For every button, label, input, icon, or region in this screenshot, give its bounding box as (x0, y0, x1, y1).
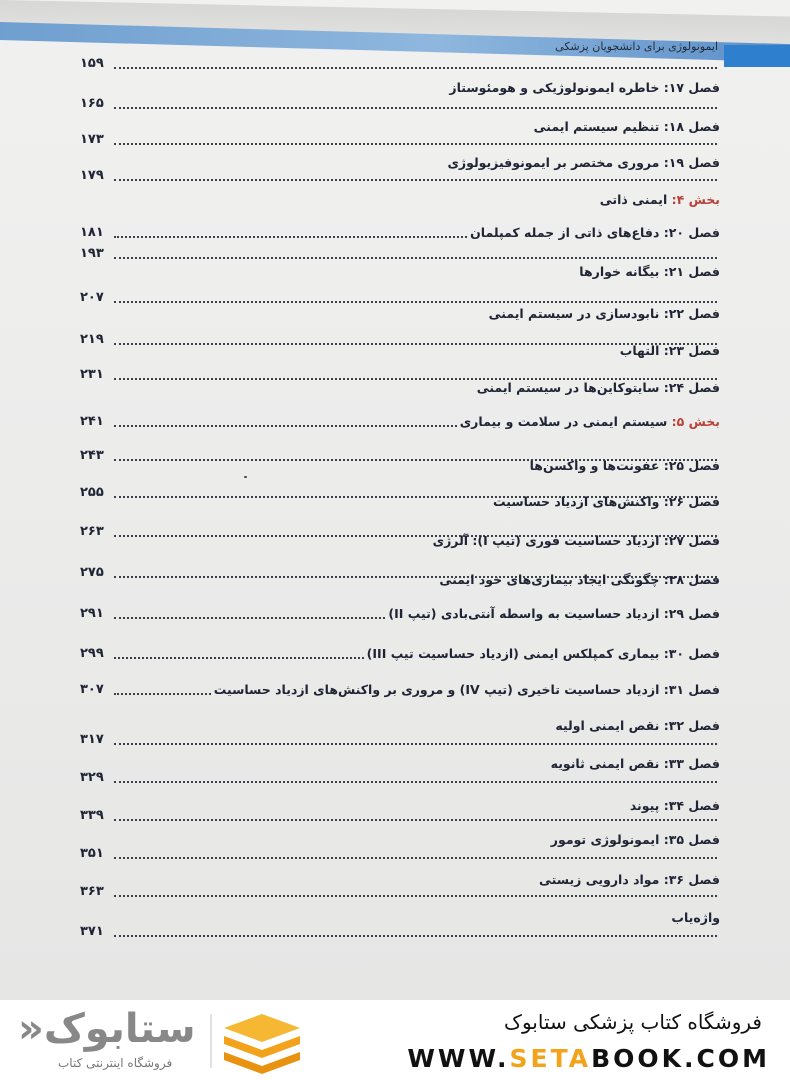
toc-page-number: ۱۶۵ (80, 95, 104, 111)
toc-page-number: ۱۵۹ (80, 55, 104, 71)
toc-page-number: ۲۴۳ (80, 447, 104, 463)
toc-entry[interactable] (80, 456, 720, 474)
url-prefix: WWW. (407, 1044, 510, 1073)
toc-page-number: ۳۷۱ (80, 923, 104, 939)
toc-leader-dots (114, 857, 717, 859)
toc-title-text: فصل ۳۴: پیوند (629, 797, 720, 813)
book-stack-logo-icon (222, 1012, 302, 1074)
toc-page-number: ۳۵۱ (80, 845, 104, 861)
toc-entry-title (439, 572, 720, 587)
toc-title-text: فصل ۲۷: ازدیاد حساسیت فوری (تیپ I): آلرژی (432, 532, 720, 548)
toc-page-number: ۲۰۷ (80, 289, 104, 305)
toc-page-number: ۳۶۳ (80, 883, 104, 899)
running-header-title: ایمونولوژی برای دانشجویان پزشکی (555, 40, 718, 53)
toc-title-text: فصل ۳۲: نقص ایمنی اولیه (555, 717, 720, 733)
toc-title-text: فصل ۲۶: واکنش‌های ازدیاد حساسیت (493, 493, 720, 509)
toc-leader-dots (114, 257, 717, 259)
toc-entry-title (214, 682, 720, 697)
toc-title-text: فصل ۲۲: نابودسازی در سیستم ایمنی (488, 305, 720, 321)
toc-title-text: فصل ۲۵: عفونت‌ها و واکسن‌ها (529, 457, 720, 473)
toc-entry[interactable] (80, 244, 720, 262)
toc-entry[interactable] (80, 806, 720, 824)
toc-entry[interactable] (80, 304, 720, 322)
toc-page-number: ۳۱۷ (80, 731, 104, 747)
toc-title-text: فصل ۲۱: بیگانه خوارها (579, 263, 720, 279)
paper-speck (244, 476, 247, 478)
toc-entry[interactable] (80, 341, 720, 359)
toc-page-number: ۱۷۹ (80, 167, 104, 183)
toc-title-text: فصل ۳۵: ایمونولوژی تومور (550, 831, 720, 847)
toc-title-text: فصل ۳۳: نقص ایمنی ثانویه (550, 755, 720, 771)
toc-title-text: سیستم ایمنی در سلامت و بیماری (459, 413, 668, 429)
toc-page-number: ۲۹۹ (80, 645, 104, 661)
toc-entry[interactable] (80, 680, 720, 698)
toc-entry-title (579, 264, 720, 279)
toc-page-number: ۲۶۳ (80, 523, 104, 539)
url-suffix: BOOK.COM (591, 1044, 770, 1073)
toc-page-number: ۳۲۹ (80, 769, 104, 785)
toc-entry-title (460, 414, 720, 429)
toc-leader-dots (114, 301, 717, 303)
toc-entry[interactable] (80, 570, 720, 588)
toc-title-text: فصل ۲۳: التهاب (619, 342, 720, 358)
toc-part-label: بخش ۵: (667, 413, 720, 429)
logo-divider (210, 1014, 212, 1068)
toc-entry[interactable] (80, 531, 720, 549)
toc-entry[interactable] (80, 130, 720, 148)
toc-leader-dots (114, 743, 717, 745)
url-accent: SETA (509, 1044, 592, 1073)
toc-entry-title (489, 306, 720, 321)
toc-entry[interactable] (80, 844, 720, 862)
toc-title-text: فصل ۳۶: مواد دارویی زیستی (539, 871, 720, 887)
toc-leader-dots (114, 895, 717, 897)
toc-page-number: ۱۷۳ (80, 131, 104, 147)
toc-leader-dots (114, 425, 457, 427)
toc-page-number: ۲۵۵ (80, 484, 104, 500)
store-logo-subtitle: فروشگاه اینترنتی کتاب (58, 1056, 173, 1070)
toc-page-number: ۲۴۱ (80, 413, 104, 429)
toc-entry[interactable] (80, 412, 720, 430)
toc-entry[interactable] (80, 262, 720, 280)
toc-entry[interactable] (80, 644, 720, 662)
toc-page-number: ۱۸۱ (80, 224, 104, 240)
toc-entry-title (470, 225, 720, 240)
store-logo-wordmark: ستابوک« (18, 1006, 196, 1052)
toc-entry[interactable] (80, 54, 720, 72)
toc-title-text: ایمنی ذاتی (599, 191, 668, 207)
toc-entry-title (388, 606, 720, 621)
toc-leader-dots (114, 107, 717, 109)
toc-leader-dots (114, 143, 717, 145)
toc-title-text: واژه‌یاب (671, 909, 720, 925)
toc-entry[interactable] (80, 190, 720, 208)
toc-title-text: فصل ۳۰: بیماری کمپلکس ایمنی (ازدیاد حساسیت تیپ III) (366, 645, 720, 661)
toc-leader-dots (114, 935, 717, 937)
store-footer (0, 1000, 790, 1080)
toc-entry[interactable] (80, 492, 720, 510)
toc-entry[interactable] (80, 882, 720, 900)
store-url-link[interactable] (407, 1044, 770, 1073)
toc-page-number: ۳۰۷ (80, 681, 104, 697)
toc-entry-title (449, 80, 720, 95)
toc-leader-dots (114, 236, 467, 238)
toc-entry[interactable] (80, 223, 720, 241)
toc-page-number: ۲۳۱ (80, 366, 104, 382)
toc-title-text: فصل ۲۸: چگونگی ایجاد بیماری‌های خود ایمنی (439, 571, 720, 587)
toc-page-number: ۲۱۹ (80, 331, 104, 347)
toc-entry[interactable] (80, 730, 720, 748)
toc-leader-dots (114, 657, 364, 659)
toc-page-number: ۲۹۱ (80, 605, 104, 621)
toc-leader-dots (114, 781, 717, 783)
toc-entry[interactable] (80, 378, 720, 396)
toc-title-text: فصل ۱۷: خاطره ایمونولوژیکی و هومئوستاز (449, 79, 720, 95)
toc-entry[interactable] (80, 166, 720, 184)
toc-entry-title (530, 458, 720, 473)
toc-entry[interactable] (80, 922, 720, 940)
toc-title-text: فصل ۳۱: ازدیاد حساسیت تاخیری (تیپ IV) و مروری بر واکنش‌های ازدیاد حساسیت (213, 681, 720, 697)
toc-part-label: بخش ۴: (667, 191, 720, 207)
toc-entry-title (367, 646, 720, 661)
toc-title-text: فصل ۲۰: دفاع‌های ذاتی از جمله کمپلمان (470, 224, 720, 240)
toc-entry[interactable] (80, 94, 720, 112)
toc-entry-title (433, 533, 720, 548)
toc-leader-dots (114, 179, 717, 181)
toc-page-number: ۱۹۳ (80, 245, 104, 261)
toc-page-number: ۲۷۵ (80, 564, 104, 580)
toc-title-text: فصل ۲۹: ازدیاد حساسیت به واسطه آنتی‌بادی (تیپ II) (388, 605, 720, 621)
toc-leader-dots (114, 67, 717, 69)
toc-entry[interactable] (80, 768, 720, 786)
toc-entry[interactable] (80, 604, 720, 622)
toc-title-text: فصل ۲۴: سایتوکاین‌ها در سیستم ایمنی (476, 379, 720, 395)
toc-entry-title (620, 343, 720, 358)
toc-leader-dots (114, 819, 717, 821)
toc-entry-title (600, 192, 720, 207)
toc-page-number: ۳۳۹ (80, 807, 104, 823)
toc-title-text: فصل ۱۹: مروری مختصر بر ایمونوفیزیولوژی (447, 154, 720, 170)
store-name: فروشگاه کتاب پزشکی ستابوک (504, 1010, 762, 1034)
toc-title-text: فصل ۱۸: تنظیم سیستم ایمنی (533, 118, 720, 134)
toc-leader-dots (114, 617, 385, 619)
toc-leader-dots (114, 693, 211, 695)
toc-entry-title (477, 380, 720, 395)
toc-entry-title (493, 494, 720, 509)
